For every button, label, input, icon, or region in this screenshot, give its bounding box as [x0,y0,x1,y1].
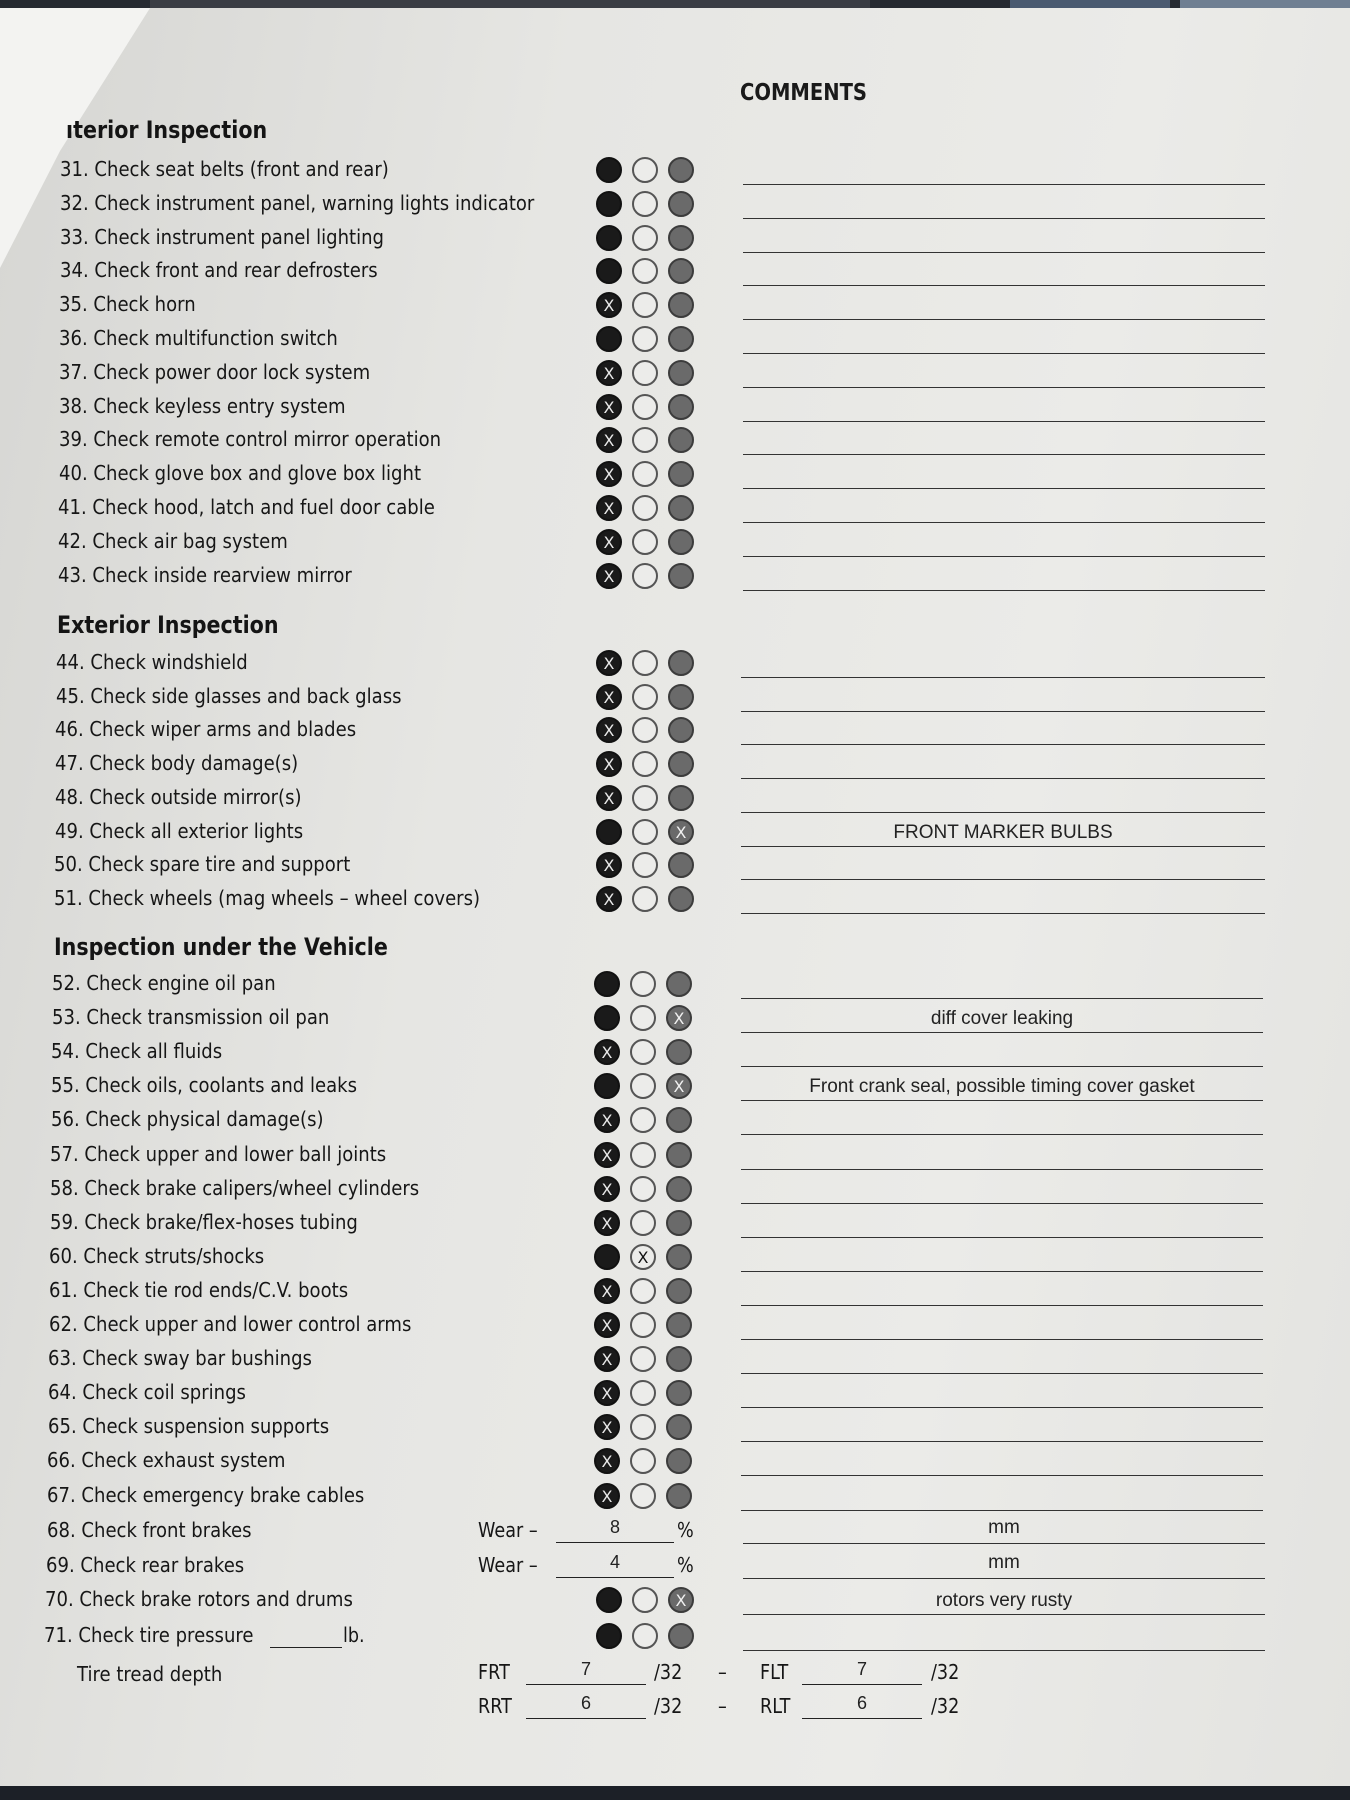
checklist-item-label: 64. Check coil springs [48,1380,246,1405]
x-mark-icon: X [601,1418,613,1438]
rating-gray-circle[interactable] [668,650,694,676]
rating-white-circle[interactable] [632,819,658,845]
comment-line[interactable] [741,998,1263,999]
comment-text: FRONT MARKER BULBS [893,821,1113,843]
rating-white-circle[interactable] [630,1005,656,1031]
section-title: Exterior Inspection [57,611,279,639]
rating-gray-circle[interactable] [668,819,694,845]
checklist-item-label: 37. Check power door lock system [59,359,371,384]
comment-line[interactable] [743,590,1265,591]
x-mark-icon: X [603,566,615,586]
tread-value[interactable]: 7 [580,1659,591,1679]
rating-white-circle[interactable] [632,461,658,487]
comment-line[interactable] [741,1032,1263,1033]
comment-line[interactable] [741,1339,1263,1340]
checklist-item-label: 44. Check windshield [56,650,248,674]
rating-black-circle[interactable] [596,684,622,710]
checklist-item-label: 39. Check remote control mirror operation [58,427,441,452]
rating-gray-circle[interactable] [666,1483,692,1509]
checklist-item-label: 61. Check tie rod ends/C.V. boots [49,1277,349,1302]
percent-sign: % [677,1518,694,1542]
x-mark-icon: X [603,856,615,876]
checklist-item-label: 43. Check inside rearview mirror [58,562,352,587]
comment-line[interactable] [743,454,1265,455]
rating-black-circle[interactable] [594,1210,620,1236]
x-mark-icon: X [673,1009,685,1029]
checklist-item-label: 68. Check front brakes [47,1518,252,1542]
rating-white-circle[interactable] [632,852,658,878]
rating-black-circle[interactable] [594,1278,620,1304]
rating-gray-circle[interactable] [668,461,694,487]
checklist-item-label: 40. Check glove box and glove box light [58,461,421,486]
comment-line[interactable] [741,1510,1263,1511]
rating-black-circle[interactable] [596,1623,622,1649]
comment-line[interactable] [741,677,1265,678]
rating-black-circle[interactable] [596,650,622,676]
rating-black-circle[interactable] [594,1483,620,1509]
checklist-item-label: 59. Check brake/flex-hoses tubing [49,1209,358,1234]
pressure-unit: lb. [343,1623,365,1647]
x-mark-icon: X [637,1247,649,1267]
rating-gray-circle[interactable] [668,684,694,710]
rating-gray-circle[interactable] [668,751,694,777]
comment-line[interactable] [743,218,1265,219]
comment-line[interactable] [743,556,1265,557]
tire-pressure-input[interactable] [270,1647,342,1648]
checklist-item-label: 53. Check transmission oil pan [51,1005,330,1030]
tread-depth-label: Tire tread depth [77,1662,223,1686]
checklist-item-label: 36. Check multifunction switch [59,326,338,350]
rating-gray-circle[interactable] [666,1244,692,1270]
rating-gray-circle[interactable] [668,292,694,318]
rating-gray-circle[interactable] [666,1005,692,1031]
rating-black-circle[interactable] [596,191,622,217]
comment-line[interactable] [743,252,1265,253]
comment-line[interactable] [741,1066,1263,1067]
x-mark-icon: X [603,889,615,909]
x-mark-icon: X [601,1043,613,1063]
checklist-item-label: 51. Check wheels (mag wheels – wheel covers) [54,885,481,910]
rating-gray-circle[interactable] [668,360,694,386]
comment-line[interactable] [741,1441,1263,1442]
rating-black-circle[interactable] [596,360,622,386]
rating-black-circle[interactable] [596,852,622,878]
checklist-item-label: 32. Check instrument panel, warning lights indicator [59,190,535,215]
x-mark-icon: X [601,1486,613,1506]
checklist-item-label: 47. Check body damage(s) [55,751,299,776]
rating-black-circle[interactable] [596,495,622,521]
rating-gray-circle[interactable] [668,191,694,217]
checklist-item-label: 38. Check keyless entry system [58,393,346,418]
tread-input-line[interactable] [526,1684,646,1685]
x-mark-icon: X [603,296,615,316]
rating-black-circle[interactable] [596,292,622,318]
x-mark-icon: X [601,1350,613,1370]
x-mark-icon: X [675,822,687,842]
checklist-item-label: 69. Check rear brakes [46,1553,245,1577]
dash-separator: – [718,1660,727,1684]
rating-white-circle[interactable] [632,191,658,217]
x-mark-icon: X [603,687,615,707]
checklist-item-label: 56. Check physical damage(s) [50,1107,324,1132]
checklist-item-label: 66. Check exhaust system [47,1448,286,1473]
tread-input-line[interactable] [802,1684,922,1685]
comment-text: rotors very rusty [935,1590,1073,1611]
tread-value[interactable]: 6 [580,1693,591,1713]
rating-black-circle[interactable] [596,1587,622,1613]
rating-white-circle[interactable] [630,1176,656,1202]
rating-gray-circle[interactable] [666,1380,692,1406]
tread-input-line[interactable] [526,1718,646,1719]
rating-black-circle[interactable] [596,461,622,487]
comment-line[interactable] [741,744,1265,745]
tire-position-label: FRT [478,1660,510,1684]
checklist-item-label: 60. Check struts/shocks [49,1243,265,1268]
comment-line[interactable] [741,879,1265,880]
x-mark-icon: X [603,654,615,673]
comment-line[interactable] [743,319,1265,320]
x-mark-icon: X [603,788,615,808]
comment-line[interactable] [741,1373,1263,1374]
rating-white-circle[interactable] [630,1483,656,1509]
comment-line[interactable] [743,488,1265,489]
tire-pressure-label: 71. Check tire pressure [44,1623,254,1647]
comment-line[interactable] [741,1237,1263,1238]
x-mark-icon: X [603,363,615,383]
rating-black-circle[interactable] [596,785,622,811]
x-mark-icon: X [601,1452,613,1472]
tread-unit: /32 [654,1660,683,1684]
rating-black-circle[interactable] [594,1039,620,1065]
x-mark-icon: X [603,755,615,775]
comment-line[interactable] [743,1543,1265,1544]
comment-line[interactable] [741,1169,1263,1170]
x-mark-icon: X [673,1077,685,1097]
rating-black-circle[interactable] [596,886,622,912]
tread-unit: /32 [931,1694,960,1718]
rating-white-circle[interactable] [630,1380,656,1406]
rating-black-circle[interactable] [594,971,620,997]
comment-line[interactable] [743,387,1265,388]
rating-gray-circle[interactable] [668,852,694,878]
checklist-item-label: 65. Check suspension supports [47,1414,329,1439]
rating-white-circle[interactable] [632,326,658,352]
x-mark-icon: X [603,721,615,741]
x-mark-icon: X [603,431,615,451]
rating-black-circle[interactable] [596,225,622,251]
x-mark-icon: X [601,1179,613,1199]
percent-sign: % [677,1553,694,1577]
x-mark-icon: X [601,1213,613,1233]
checklist-item-label: 57. Check upper and lower ball joints [50,1141,387,1166]
comment-line[interactable] [741,1203,1263,1204]
rating-black-circle[interactable] [596,529,622,555]
rating-white-circle[interactable] [630,1312,656,1338]
tread-value[interactable]: 7 [856,1659,867,1679]
rating-black-circle[interactable] [596,394,622,420]
checklist-item-label: 42. Check air bag system [58,528,288,553]
checklist-item-label: 50. Check spare tire and support [54,852,351,877]
rating-white-circle[interactable] [632,751,658,777]
checklist-item-label: 31. Check seat belts (front and rear) [60,157,389,181]
tread-input-line[interactable] [802,1718,922,1719]
rating-white-circle[interactable] [630,1142,656,1168]
x-mark-icon: X [601,1111,613,1131]
rating-gray-circle[interactable] [666,1039,692,1065]
checklist-item-label: 70. Check brake rotors and drums [45,1587,353,1611]
x-mark-icon: X [601,1384,613,1404]
wear-label: Wear – [478,1553,538,1577]
rating-white-circle[interactable] [632,684,658,710]
rating-gray-circle[interactable] [668,157,694,183]
tread-unit: /32 [931,1660,960,1684]
comment-line[interactable] [743,1650,1265,1651]
rating-black-circle[interactable] [596,157,622,183]
rating-white-circle[interactable] [632,529,658,555]
rating-white-circle[interactable] [632,650,658,676]
rating-gray-circle[interactable] [666,1142,692,1168]
comment-text: Front crank seal, possible timing cover gasket [809,1076,1195,1098]
rating-white-circle[interactable] [632,157,658,183]
checklist-item-label: 41. Check hood, latch and fuel door cable [58,495,436,519]
rating-black-circle[interactable] [594,1312,620,1338]
rating-white-circle[interactable] [632,495,658,521]
checklist-item-label: 63. Check sway bar bushings [48,1346,313,1371]
rating-gray-circle[interactable] [666,1176,692,1202]
rating-white-circle[interactable] [632,785,658,811]
comment-line[interactable] [743,285,1265,286]
rating-black-circle[interactable] [596,326,622,352]
x-mark-icon: X [603,532,615,552]
checklist-item-label: 55. Check oils, coolants and leaks [51,1073,357,1098]
rating-black-circle[interactable] [594,1176,620,1202]
comment-line[interactable] [743,353,1265,354]
rating-black-circle[interactable] [594,1346,620,1372]
comment-line[interactable] [743,184,1265,185]
comment-line[interactable] [741,846,1265,847]
wear-value[interactable]: 4 [609,1552,620,1572]
comment-line[interactable] [741,913,1265,914]
rating-gray-circle[interactable] [668,1623,694,1649]
rating-white-circle[interactable] [632,563,658,589]
rating-white-circle[interactable] [630,1210,656,1236]
x-mark-icon: X [603,499,615,518]
rating-black-circle[interactable] [596,563,622,589]
rating-gray-circle[interactable] [666,971,692,997]
section-title: Inspection under the Vehicle [54,933,388,961]
comments-heading: COMMENTS [740,80,868,106]
checklist-item-label: 46. Check wiper arms and blades [55,717,357,742]
rating-white-circle[interactable] [630,971,656,997]
rating-white-circle[interactable] [632,1587,658,1613]
rating-white-circle[interactable] [632,225,658,251]
comment-line[interactable] [741,1475,1263,1476]
checklist-item-label: 52. Check engine oil pan [52,971,276,995]
comment-line[interactable] [741,711,1265,712]
rating-black-circle[interactable] [596,819,622,845]
rating-gray-circle[interactable] [666,1278,692,1304]
x-mark-icon: X [601,1145,613,1165]
rating-white-circle[interactable] [630,1278,656,1304]
wear-label: Wear – [478,1518,538,1542]
x-mark-icon: X [603,397,615,417]
rating-gray-circle[interactable] [668,529,694,555]
checklist-item-label: 49. Check all exterior lights [54,818,303,843]
checklist-item-label: 62. Check upper and lower control arms [48,1312,412,1336]
unit-label: mm [988,1517,1020,1538]
rating-white-circle[interactable] [630,1346,656,1372]
rating-white-circle[interactable] [632,292,658,318]
rating-black-circle[interactable] [596,751,622,777]
comment-line[interactable] [741,1305,1263,1306]
checklist-item-label: 67. Check emergency brake cables [47,1482,365,1507]
tread-value[interactable]: 6 [856,1693,867,1713]
tire-position-label: RRT [478,1694,512,1718]
comment-line[interactable] [741,1271,1263,1272]
rating-gray-circle[interactable] [668,886,694,912]
rating-gray-circle[interactable] [668,495,694,521]
comment-line[interactable] [743,1578,1265,1579]
comment-line[interactable] [743,421,1265,422]
rating-black-circle[interactable] [594,1380,620,1406]
rating-black-circle[interactable] [594,1244,620,1270]
tire-position-label: RLT [760,1694,791,1718]
x-mark-icon: X [675,1591,687,1610]
comment-line[interactable] [741,1407,1263,1408]
checklist-item-label: 58. Check brake calipers/wheel cylinders [50,1175,420,1200]
rating-white-circle[interactable] [632,1623,658,1649]
checklist-item-label: 33. Check instrument panel lighting [59,224,384,249]
rating-gray-circle[interactable] [668,394,694,420]
dash-separator: – [718,1694,727,1718]
comment-line[interactable] [741,1100,1263,1101]
rating-white-circle[interactable] [632,886,658,912]
rating-gray-circle[interactable] [666,1210,692,1236]
wear-value[interactable]: 8 [609,1517,620,1537]
checklist-item-label: 48. Check outside mirror(s) [54,784,302,809]
checklist-item-label: 34. Check front and rear defrosters [59,258,378,283]
rating-black-circle[interactable] [594,1005,620,1031]
rating-white-circle[interactable] [630,1039,656,1065]
rating-white-circle[interactable] [632,394,658,420]
rating-gray-circle[interactable] [668,326,694,352]
rating-gray-circle[interactable] [666,1312,692,1338]
comment-text: diff cover leaking [930,1008,1074,1030]
tire-position-label: FLT [760,1660,789,1684]
x-mark-icon: X [603,465,615,485]
rating-gray-circle[interactable] [668,1587,694,1613]
checklist-item-label: 54. Check all fluids [51,1039,223,1064]
rating-white-circle[interactable] [630,1244,656,1270]
wear-input-line[interactable] [556,1542,674,1543]
checklist-item-label: 45. Check side glasses and back glass [55,683,402,708]
comment-line[interactable] [741,1134,1263,1135]
tread-unit: /32 [654,1694,683,1718]
unit-label: mm [988,1552,1020,1573]
comment-line[interactable] [743,1614,1265,1615]
rating-white-circle[interactable] [632,360,658,386]
comment-line[interactable] [741,812,1265,813]
rating-black-circle[interactable] [594,1142,620,1168]
rating-gray-circle[interactable] [668,563,694,589]
rating-gray-circle[interactable] [666,1346,692,1372]
comment-line[interactable] [741,778,1265,779]
x-mark-icon: X [601,1316,613,1335]
comment-line[interactable] [743,522,1265,523]
rating-gray-circle[interactable] [668,225,694,251]
section-title: ıterior Inspection [66,116,268,144]
rating-gray-circle[interactable] [668,785,694,811]
wear-input-line[interactable] [556,1577,674,1578]
x-mark-icon: X [601,1281,613,1301]
checklist-item-label: 35. Check horn [59,292,196,317]
